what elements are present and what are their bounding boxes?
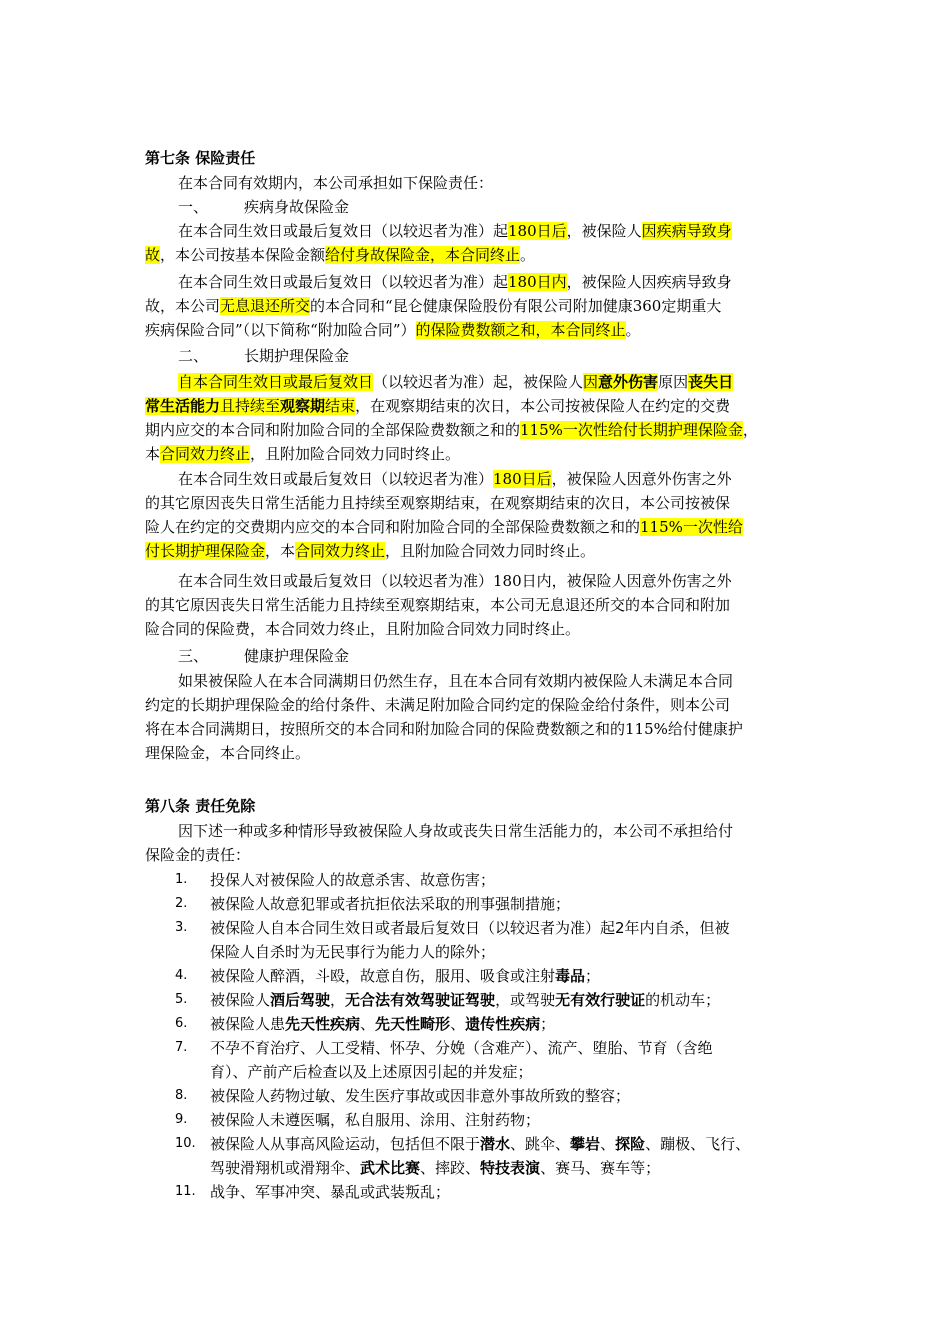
exclusions-list [145, 868, 825, 1204]
list-item-number: 11. [175, 1184, 196, 1199]
list-item-number: 10. [175, 1136, 196, 1151]
clause-text: 。 [520, 246, 536, 264]
clause-text: 的其它原因丧失日常生活能力且持续至观察期结束，在观察期结束的次日，本公司按被保 [145, 494, 731, 512]
list-item-line [210, 988, 825, 1012]
list-item-number: 2. [175, 896, 188, 911]
list-item [145, 1084, 825, 1108]
clause-text: 期内应交的本合同和附加险合同的全部保险费数额之和的 [145, 421, 521, 439]
list-text: 、跳伞、 [510, 1135, 571, 1153]
list-item-number: 7. [175, 1040, 188, 1055]
list-text: 不孕不育治疗、人工受精、怀孕、分娩（含难产）、流产、堕胎、节育（含绝 [210, 1039, 713, 1057]
clause-text: ，且附加险合同效力同时终止。 [385, 542, 596, 560]
highlight-text: 180日内 [508, 273, 567, 291]
clause-text: ，且附加险合同效力同时终止。 [250, 445, 461, 463]
clause-text: ，本 [265, 542, 296, 560]
clause-text: 疾病保险合同”（以下简称“附加险合同”） [145, 321, 416, 339]
subsection-label: 疾病身故保险金 [244, 198, 350, 216]
bold-term: 特技表演 [480, 1159, 541, 1177]
list-item [145, 868, 825, 892]
list-text: 被保险人未遵医嘱，私自服用、涂用、注射药物； [210, 1111, 541, 1129]
list-text: 、蹦极、飞行、 [645, 1135, 751, 1153]
highlight-text: 合同效力终止 [160, 445, 251, 463]
bold-term: 无有效行驶证 [555, 991, 646, 1009]
subsection-label: 健康护理保险金 [244, 647, 350, 665]
highlight-text: 故 [145, 246, 161, 264]
bold-term: 毒品 [555, 967, 586, 985]
list-text: 、赛马、赛车等； [540, 1159, 661, 1177]
highlight-text: 且持续至 [220, 397, 281, 415]
highlight-text: 自本合同生效日或最后复效日 [178, 373, 374, 391]
list-text: 保险人自杀时为无民事行为能力人的除外； [210, 943, 496, 961]
clause-text: 将在本合同满期日，按照所交的本合同和附加险合同的保险费数额之和的115%给付健康护 [145, 720, 743, 738]
highlight-text: 无息退还所交 [220, 297, 311, 315]
subsection-number: 二、 [178, 347, 209, 365]
health-care-benefit-clause [145, 669, 815, 765]
clause-text: 原因 [658, 373, 689, 391]
list-text: 战争、军事冲突、暴乱或武装叛乱； [210, 1183, 451, 1201]
clause-text: 约定的长期护理保险金的给付条件、未满足附加险合同约定的保险金给付条件，则本公司 [145, 696, 731, 714]
list-text: 被保险人 [210, 991, 271, 1009]
list-item [145, 1012, 825, 1036]
highlight-text: 合同效力终止 [295, 542, 386, 560]
list-item [145, 988, 825, 1012]
list-text: ； [540, 1015, 556, 1033]
bold-term: 无合法有效驾驶证驾驶 [345, 991, 496, 1009]
list-item [145, 1036, 825, 1084]
clause-text: ， [742, 421, 758, 439]
list-item [145, 892, 825, 916]
clause-text: 的其它原因丧失日常生活能力且持续至观察期结束，本公司无息退还所交的本合同和附加 [145, 596, 731, 614]
clause-text: （以较迟者为准）起，被保险人 [373, 373, 584, 391]
bold-term: 潜水 [480, 1135, 511, 1153]
list-item-line [210, 1060, 825, 1084]
bold-highlight-text: 丧失日 [688, 373, 734, 391]
bold-term: 武术比赛 [360, 1159, 421, 1177]
death-benefit-clause-180-within [145, 270, 815, 342]
list-text: 育）、产前产后检查以及上述原因引起的并发症； [210, 1063, 533, 1081]
list-text: 被保险人醉酒，斗殴，故意自伤，服用、吸食或注射 [210, 967, 556, 985]
highlight-text: 115%一次性给 [640, 518, 743, 536]
list-text: ； [585, 967, 601, 985]
list-text: 、 [600, 1135, 616, 1153]
list-text: 、 [360, 1015, 376, 1033]
clause-text: 在本合同生效日或最后复效日（以较迟者为准）起 [178, 273, 509, 291]
list-text: 投保人对被保险人的故意杀害、故意伤害； [210, 871, 496, 889]
clause-text: 。 [625, 321, 641, 339]
list-item-line [210, 868, 825, 892]
intro-text: 在本合同有效期内，本公司承担如下保险责任： [178, 174, 494, 192]
list-item [145, 916, 825, 964]
list-item-number: 6. [175, 1016, 188, 1031]
list-text: 被保险人故意犯罪或者抗拒依法采取的刑事强制措施； [210, 895, 571, 913]
list-item [145, 1108, 825, 1132]
bold-term: 先天性疾病 [285, 1015, 361, 1033]
clause-text: 如果被保险人在本合同满期日仍然生存，且在本合同有效期内被保险人未满足本合同 [178, 672, 734, 690]
highlight-text: 180日后 [508, 222, 567, 240]
list-text: ， [330, 991, 346, 1009]
clause-text: ，在观察期结束的次日，本公司按被保险人在约定的交费 [355, 397, 731, 415]
ltc-benefit-other-causes-180-within [145, 569, 815, 641]
subsection-2-heading [178, 344, 349, 368]
list-text: ，或驾驶 [495, 991, 556, 1009]
list-item-number: 5. [175, 992, 188, 1007]
highlight-text: 结束 [325, 397, 356, 415]
list-text: 的机动车； [645, 991, 721, 1009]
clause-text: 险人在约定的交费期内应交的本合同和附加险合同的全部保险费数额之和的 [145, 518, 641, 536]
list-item-number: 1. [175, 872, 188, 887]
bold-term: 先天性畸形 [375, 1015, 451, 1033]
intro-text: 因下述一种或多种情形导致被保险人身故或丧失日常生活能力的，本公司不承担给付 [178, 822, 734, 840]
bold-term: 酒后驾驶 [270, 991, 331, 1009]
bold-term: 攀岩 [570, 1135, 601, 1153]
bold-term: 遗传性疾病 [465, 1015, 541, 1033]
list-text: 驾驶滑翔机或滑翔伞、 [210, 1159, 361, 1177]
clause-text: ，本公司按基本保险金额 [160, 246, 326, 264]
clause-text: ，被保险人因意外伤害之外 [551, 470, 732, 488]
list-text: 被保险人患 [210, 1015, 286, 1033]
highlight-text: 给付身故保险金，本合同终止 [325, 246, 521, 264]
list-item-line [210, 940, 825, 964]
highlight-text: 的保险费数额之和，本合同终止 [415, 321, 626, 339]
bold-term: 探险 [615, 1135, 646, 1153]
article-8-title: 第八条 责任免除 [145, 797, 256, 815]
highlight-text: 因 [583, 373, 599, 391]
clause-text: 故，本公司 [145, 297, 221, 315]
list-item-line [210, 1084, 825, 1108]
subsection-number: 一、 [178, 198, 209, 216]
list-item-line [210, 892, 825, 916]
clause-text: 的本合同和“昆仑健康保险股份有限公司附加健康360定期重大 [310, 297, 722, 315]
subsection-label: 长期护理保险金 [244, 347, 350, 365]
clause-text: 在本合同生效日或最后复效日（以较迟者为准） [178, 470, 494, 488]
highlight-text: 付长期护理保险金 [145, 542, 266, 560]
bold-highlight-text: 意外伤害 [598, 373, 659, 391]
subsection-number: 三、 [178, 647, 209, 665]
intro-text: 保险金的责任： [145, 846, 251, 864]
clause-text: 在本合同生效日或最后复效日（以较迟者为准）起 [178, 222, 509, 240]
article-7-intro [145, 171, 815, 195]
list-item-line [210, 1012, 825, 1036]
list-item-number: 3. [175, 920, 188, 935]
list-text: 、 [450, 1015, 466, 1033]
ltc-benefit-accident-clause [145, 370, 815, 466]
list-item-number: 4. [175, 968, 188, 983]
list-item-line [210, 1036, 825, 1060]
list-item [145, 1180, 825, 1204]
list-item-line [210, 1156, 825, 1180]
clause-text: 在本合同生效日或最后复效日（以较迟者为准）180日内，被保险人因意外伤害之外 [178, 572, 732, 590]
article-7-title: 第七条 保险责任 [145, 149, 256, 167]
highlight-text: 因疾病导致身 [641, 222, 732, 240]
highlight-text: 180日后 [493, 470, 552, 488]
list-text: 被保险人从事高风险运动，包括但不限于 [210, 1135, 481, 1153]
list-item [145, 1132, 825, 1180]
list-item-number: 8. [175, 1088, 188, 1103]
bold-highlight-text: 常生活能力 [145, 397, 221, 415]
list-item-line [210, 916, 825, 940]
list-text: 被保险人自本合同生效日或者最后复效日（以较迟者为准）起2年内自杀，但被 [210, 919, 730, 937]
list-text: 、摔跤、 [420, 1159, 481, 1177]
list-text: 被保险人药物过敏、发生医疗事故或因非意外事故所致的整容； [210, 1087, 631, 1105]
clause-text: ，被保险人 [566, 222, 642, 240]
article-8-intro [145, 819, 815, 867]
list-item [145, 964, 825, 988]
clause-text: 理保险金，本合同终止。 [145, 744, 311, 762]
list-item-line [210, 1180, 825, 1204]
list-item-number: 9. [175, 1112, 188, 1127]
subsection-3-heading [178, 644, 349, 668]
bold-highlight-text: 观察期 [280, 397, 326, 415]
highlight-text: 115%一次性给付长期护理保险金 [520, 421, 743, 439]
list-item-line [210, 1132, 825, 1156]
clause-text: 本 [145, 445, 161, 463]
death-benefit-clause-180-after [145, 219, 815, 267]
list-item-line [210, 1108, 825, 1132]
clause-text: 险合同的保险费，本合同效力终止，且附加险合同效力同时终止。 [145, 620, 581, 638]
list-item-line [210, 964, 825, 988]
ltc-benefit-other-causes-180-after [145, 467, 815, 563]
subsection-1-heading [178, 195, 349, 219]
clause-text: ，被保险人因疾病导致身 [566, 273, 732, 291]
